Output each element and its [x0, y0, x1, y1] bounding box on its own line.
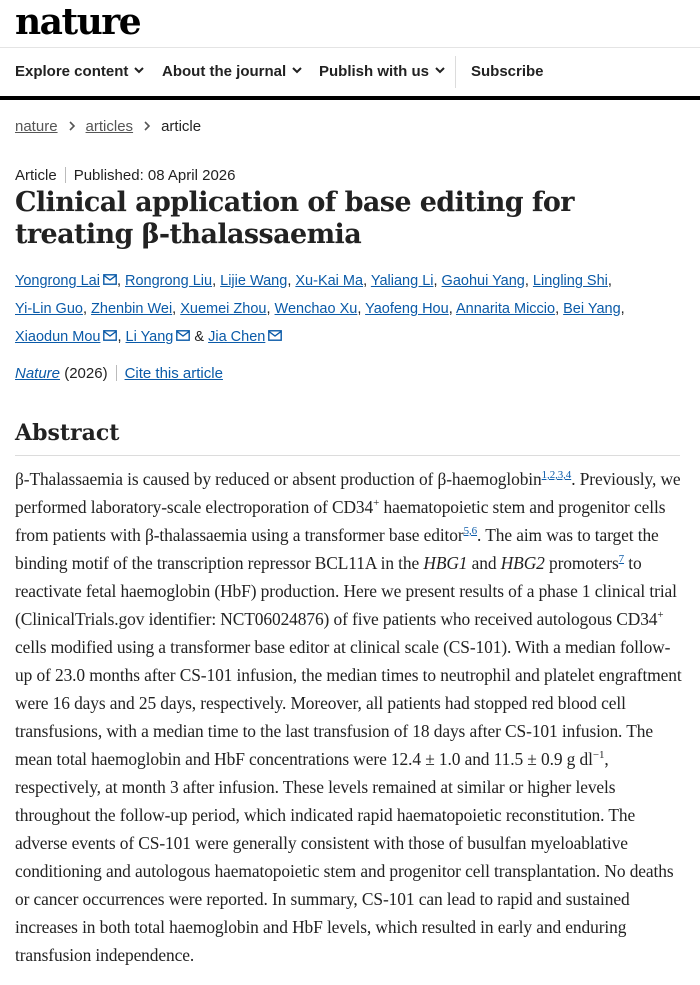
chevron-right-icon [67, 121, 77, 131]
cite-article-link[interactable]: Cite this article [124, 365, 223, 382]
article-meta [15, 167, 235, 184]
superscript: + [657, 609, 664, 622]
abstract-seg: promoters [544, 553, 619, 573]
nav-about-label: About the journal [162, 63, 287, 80]
author-separator: , [212, 273, 221, 289]
chevron-right-icon [142, 121, 152, 131]
gene-name: HBG1 [423, 553, 468, 573]
breadcrumb-article: article [161, 118, 202, 135]
breadcrumb-articles[interactable]: articles [85, 118, 134, 135]
author-entry [275, 301, 358, 317]
author-link[interactable]: Wenchao Xu [274, 301, 358, 317]
author-link[interactable]: Yaliang Li [370, 273, 434, 289]
mail-icon[interactable] [268, 330, 282, 341]
author-list [15, 267, 680, 351]
abstract-seg: to reactivate fetal haemoglobin (HbF) production. Here we present results of a phase 1 clinical trial (ClinicalTrials.gov identifier: NCT06024876) of five patients who received autologous CD34 [15, 553, 677, 629]
abstract-seg: haematopoietic stem and progenitor cells from patients with β-thalassaemia using a transformer base editor [15, 497, 666, 545]
mail-icon[interactable] [103, 330, 117, 341]
journal-year: (2026) [64, 365, 108, 382]
author-entry [125, 273, 212, 289]
breadcrumb-nature[interactable]: nature [15, 118, 58, 135]
chevron-down-icon [434, 64, 446, 76]
breadcrumb [15, 118, 201, 135]
nav-bottom-bar [0, 96, 700, 100]
author-entry [456, 301, 555, 317]
nav-publish-label: Publish with us [319, 63, 430, 80]
author-entry [533, 273, 608, 289]
author-link[interactable]: Bei Yang [563, 301, 621, 317]
nature-logo[interactable]: nature [15, 1, 141, 43]
reference-link[interactable]: 1,2,3,4 [541, 469, 572, 482]
author-separator: , [117, 329, 126, 345]
nav-publish[interactable] [319, 48, 446, 96]
article-type: Article [15, 167, 57, 184]
journal-line [15, 365, 223, 382]
nav-about-journal[interactable] [162, 48, 303, 96]
abstract-seg: , respectively, at month 3 after infusion. These levels remained at similar or higher levels throughout the follow-up period, which indicated rapid haematopoietic reconstitution. The adverse events of CS-101 were generally consistent with those of busulfan myeloablative conditioning and autologous haematopoietic stem and progenitor cell transplantation. No deaths or cancer occurrences were reported. In summary, CS-101 can lead to rapid and sustained increases in both total haemoglobin and HbF levels, which resulted in early and enduring transfusion independence. [15, 749, 674, 965]
author-link[interactable]: Gaohui Yang [441, 273, 525, 289]
author-entry [295, 273, 363, 289]
author-separator: , [116, 273, 125, 289]
author-entry [91, 301, 172, 317]
author-separator: , [607, 273, 612, 289]
author-separator: & [190, 329, 209, 345]
abstract-seg: cells modified using a transformer base editor at clinical scale (CS-101). With a median follow-up of 23.0 months after CS-101 infusion, the median times to neutrophil and platelet engraftment were 16 days and 25 days, respectively. Moreover, all patients had stopped red blood cell transfusions, with a median time to the last transfusion of 18 days after CS-101 infusion. The mean total haemoglobin and HbF concentrations were 12.4 ± 1.0 and 11.5 ± 0.9 g dl [15, 637, 682, 769]
chevron-down-icon [291, 64, 303, 76]
reference-link[interactable]: 7 [618, 553, 625, 566]
author-separator: , [172, 301, 181, 317]
author-link[interactable]: Zhenbin Wei [91, 301, 173, 317]
abstract-divider [15, 455, 680, 456]
nav-explore-content[interactable] [15, 48, 145, 96]
author-entry [15, 301, 83, 317]
author-entry [371, 273, 434, 289]
author-entry [180, 301, 266, 317]
chevron-down-icon [133, 64, 145, 76]
author-link[interactable]: Lijie Wang [220, 273, 288, 289]
author-separator: , [524, 273, 533, 289]
author-separator: , [433, 273, 442, 289]
gene-name: HBG2 [500, 553, 545, 573]
author-separator: , [363, 273, 371, 289]
article-title: Clinical application of base editing for treating β-thalassaemia [15, 187, 574, 250]
abstract-text [15, 465, 683, 969]
nav-separator [455, 56, 456, 88]
nav-explore-label: Explore content [15, 63, 129, 80]
author-link[interactable]: Xiaodun Mou [15, 329, 101, 345]
author-entry [563, 301, 621, 317]
main-nav [0, 48, 700, 96]
author-link[interactable]: Xu-Kai Ma [295, 273, 364, 289]
author-separator: , [357, 301, 366, 317]
reference-link[interactable]: 5,6 [463, 525, 478, 538]
abstract-seg: . The aim was to target the binding motif of the transcription repressor BCL11A in the [15, 525, 659, 573]
meta-divider [65, 167, 66, 183]
author-entry [220, 273, 287, 289]
author-separator: , [287, 273, 296, 289]
author-entry [126, 329, 191, 345]
superscript: + [373, 497, 380, 510]
author-link[interactable]: Li Yang [125, 329, 174, 345]
author-entry [365, 301, 449, 317]
superscript: −1 [592, 749, 605, 762]
author-separator: , [620, 301, 625, 317]
mail-icon[interactable] [176, 330, 190, 341]
author-link[interactable]: Lingling Shi [532, 273, 608, 289]
published-date: Published: 08 April 2026 [73, 167, 236, 184]
mail-icon[interactable] [103, 274, 117, 285]
author-entry [15, 273, 117, 289]
author-link[interactable]: Rongrong Liu [125, 273, 213, 289]
author-separator: , [448, 301, 456, 317]
author-link[interactable]: Annarita Miccio [455, 301, 556, 317]
author-link[interactable]: Yongrong Lai [15, 273, 100, 289]
author-separator: , [555, 301, 564, 317]
author-separator: , [266, 301, 275, 317]
subscribe-link[interactable]: Subscribe [471, 63, 544, 80]
abstract-seg: and [467, 553, 501, 573]
author-entry [15, 329, 117, 345]
author-link[interactable]: Jia Chen [208, 329, 266, 345]
journal-name-link[interactable]: Nature [15, 365, 61, 382]
author-link[interactable]: Yaofeng Hou [365, 301, 449, 317]
author-link[interactable]: Xuemei Zhou [180, 301, 267, 317]
journal-divider [116, 365, 117, 381]
author-entry [442, 273, 525, 289]
author-entry [208, 329, 282, 345]
abstract-seg: β-Thalassaemia is caused by reduced or absent production of β-haemoglobin [15, 469, 542, 489]
abstract-heading: Abstract [15, 420, 120, 446]
author-separator: , [82, 301, 92, 317]
abstract-seg: . Previously, we performed laboratory-scale electroporation of CD34 [15, 469, 681, 517]
author-link[interactable]: Yi-Lin Guo [15, 301, 83, 317]
